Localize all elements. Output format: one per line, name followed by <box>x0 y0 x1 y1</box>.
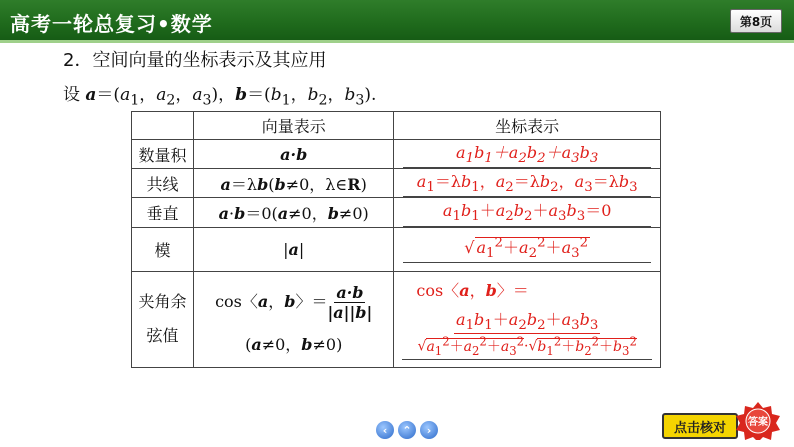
check-answer-button[interactable]: 点击核对 <box>662 413 738 439</box>
table-header-vector: 向量表示 <box>194 112 394 140</box>
table-row-perpendicular <box>132 198 661 227</box>
table-row-collinear <box>132 169 661 198</box>
table-header-row <box>132 112 661 140</box>
next-page-icon[interactable]: › <box>420 421 438 439</box>
header-title: 高考一轮总复习•数学 <box>10 12 213 36</box>
coordinate-answer: $a_1=\lambda b_1$，$a_2=\lambda b_2$，$a_3=\lambda b_3$ <box>394 169 661 198</box>
vector-a-symbol: a <box>85 85 97 105</box>
vector-expression: |a| <box>194 227 394 271</box>
header-bar <box>0 0 794 40</box>
row-label: 数量积 <box>132 140 194 169</box>
vector-expression: cos〈a，b〉＝ $\frac{a\cdot b}{|a||b|}$ (a≠0，b≠0) <box>194 271 394 367</box>
row-label-line2: 弦值 <box>146 326 179 346</box>
vector-b-symbol: b <box>235 85 248 105</box>
table-row-cosine <box>132 271 661 367</box>
definition-line: 设 $a=(a_1$，$a_2$，$a_3$)，$b=(b_1$，$b_2$，$b_3$). <box>63 85 377 109</box>
coordinate-table <box>131 111 661 368</box>
table-row-dot-product <box>132 140 661 169</box>
table-header-coordinate: 坐标表示 <box>394 112 661 140</box>
table-row-magnitude <box>132 227 661 271</box>
navigation-controls <box>376 421 438 439</box>
coordinate-answer: $a_1b_1+a_2b_2+a_3b_3$ <box>394 140 661 169</box>
home-icon[interactable]: ⌃ <box>398 421 416 439</box>
header-divider <box>0 40 794 43</box>
row-label: 垂直 <box>132 198 194 227</box>
section-title: 2．空间向量的坐标表示及其应用 <box>63 50 327 71</box>
answer-seal-icon[interactable] <box>732 400 784 440</box>
row-label: 共线 <box>132 169 194 198</box>
page-number-badge: 第8页 <box>730 9 782 33</box>
vector-expression: a·b <box>194 140 394 169</box>
row-label <box>132 271 194 367</box>
coordinate-answer: $a_1b_1+a_2b_2+a_3b_3=0$ <box>394 198 661 227</box>
row-label-line1: 夹角余 <box>138 292 187 312</box>
row-label: 模 <box>132 227 194 271</box>
vector-expression: a＝λb(b≠0，λ∈R) <box>194 169 394 198</box>
vector-expression: a·b＝0(a≠0，b≠0) <box>194 198 394 227</box>
answer-badge-label: 答案 <box>748 417 768 428</box>
table-header-empty <box>132 112 194 140</box>
definition-prefix: 设 <box>63 85 80 105</box>
coordinate-answer: √ $a_1^2+a_2^2+a_3^2$ <box>394 227 661 271</box>
prev-page-icon[interactable]: ‹ <box>376 421 394 439</box>
coordinate-answer: cos〈a，b〉＝ $\frac{a_1b_1+a_2b_2+a_3b_3}{√a_1^2+a_2^2+a_3^2\cdot√b_1^2+b_2^2+b_3^2}$ <box>394 271 661 367</box>
